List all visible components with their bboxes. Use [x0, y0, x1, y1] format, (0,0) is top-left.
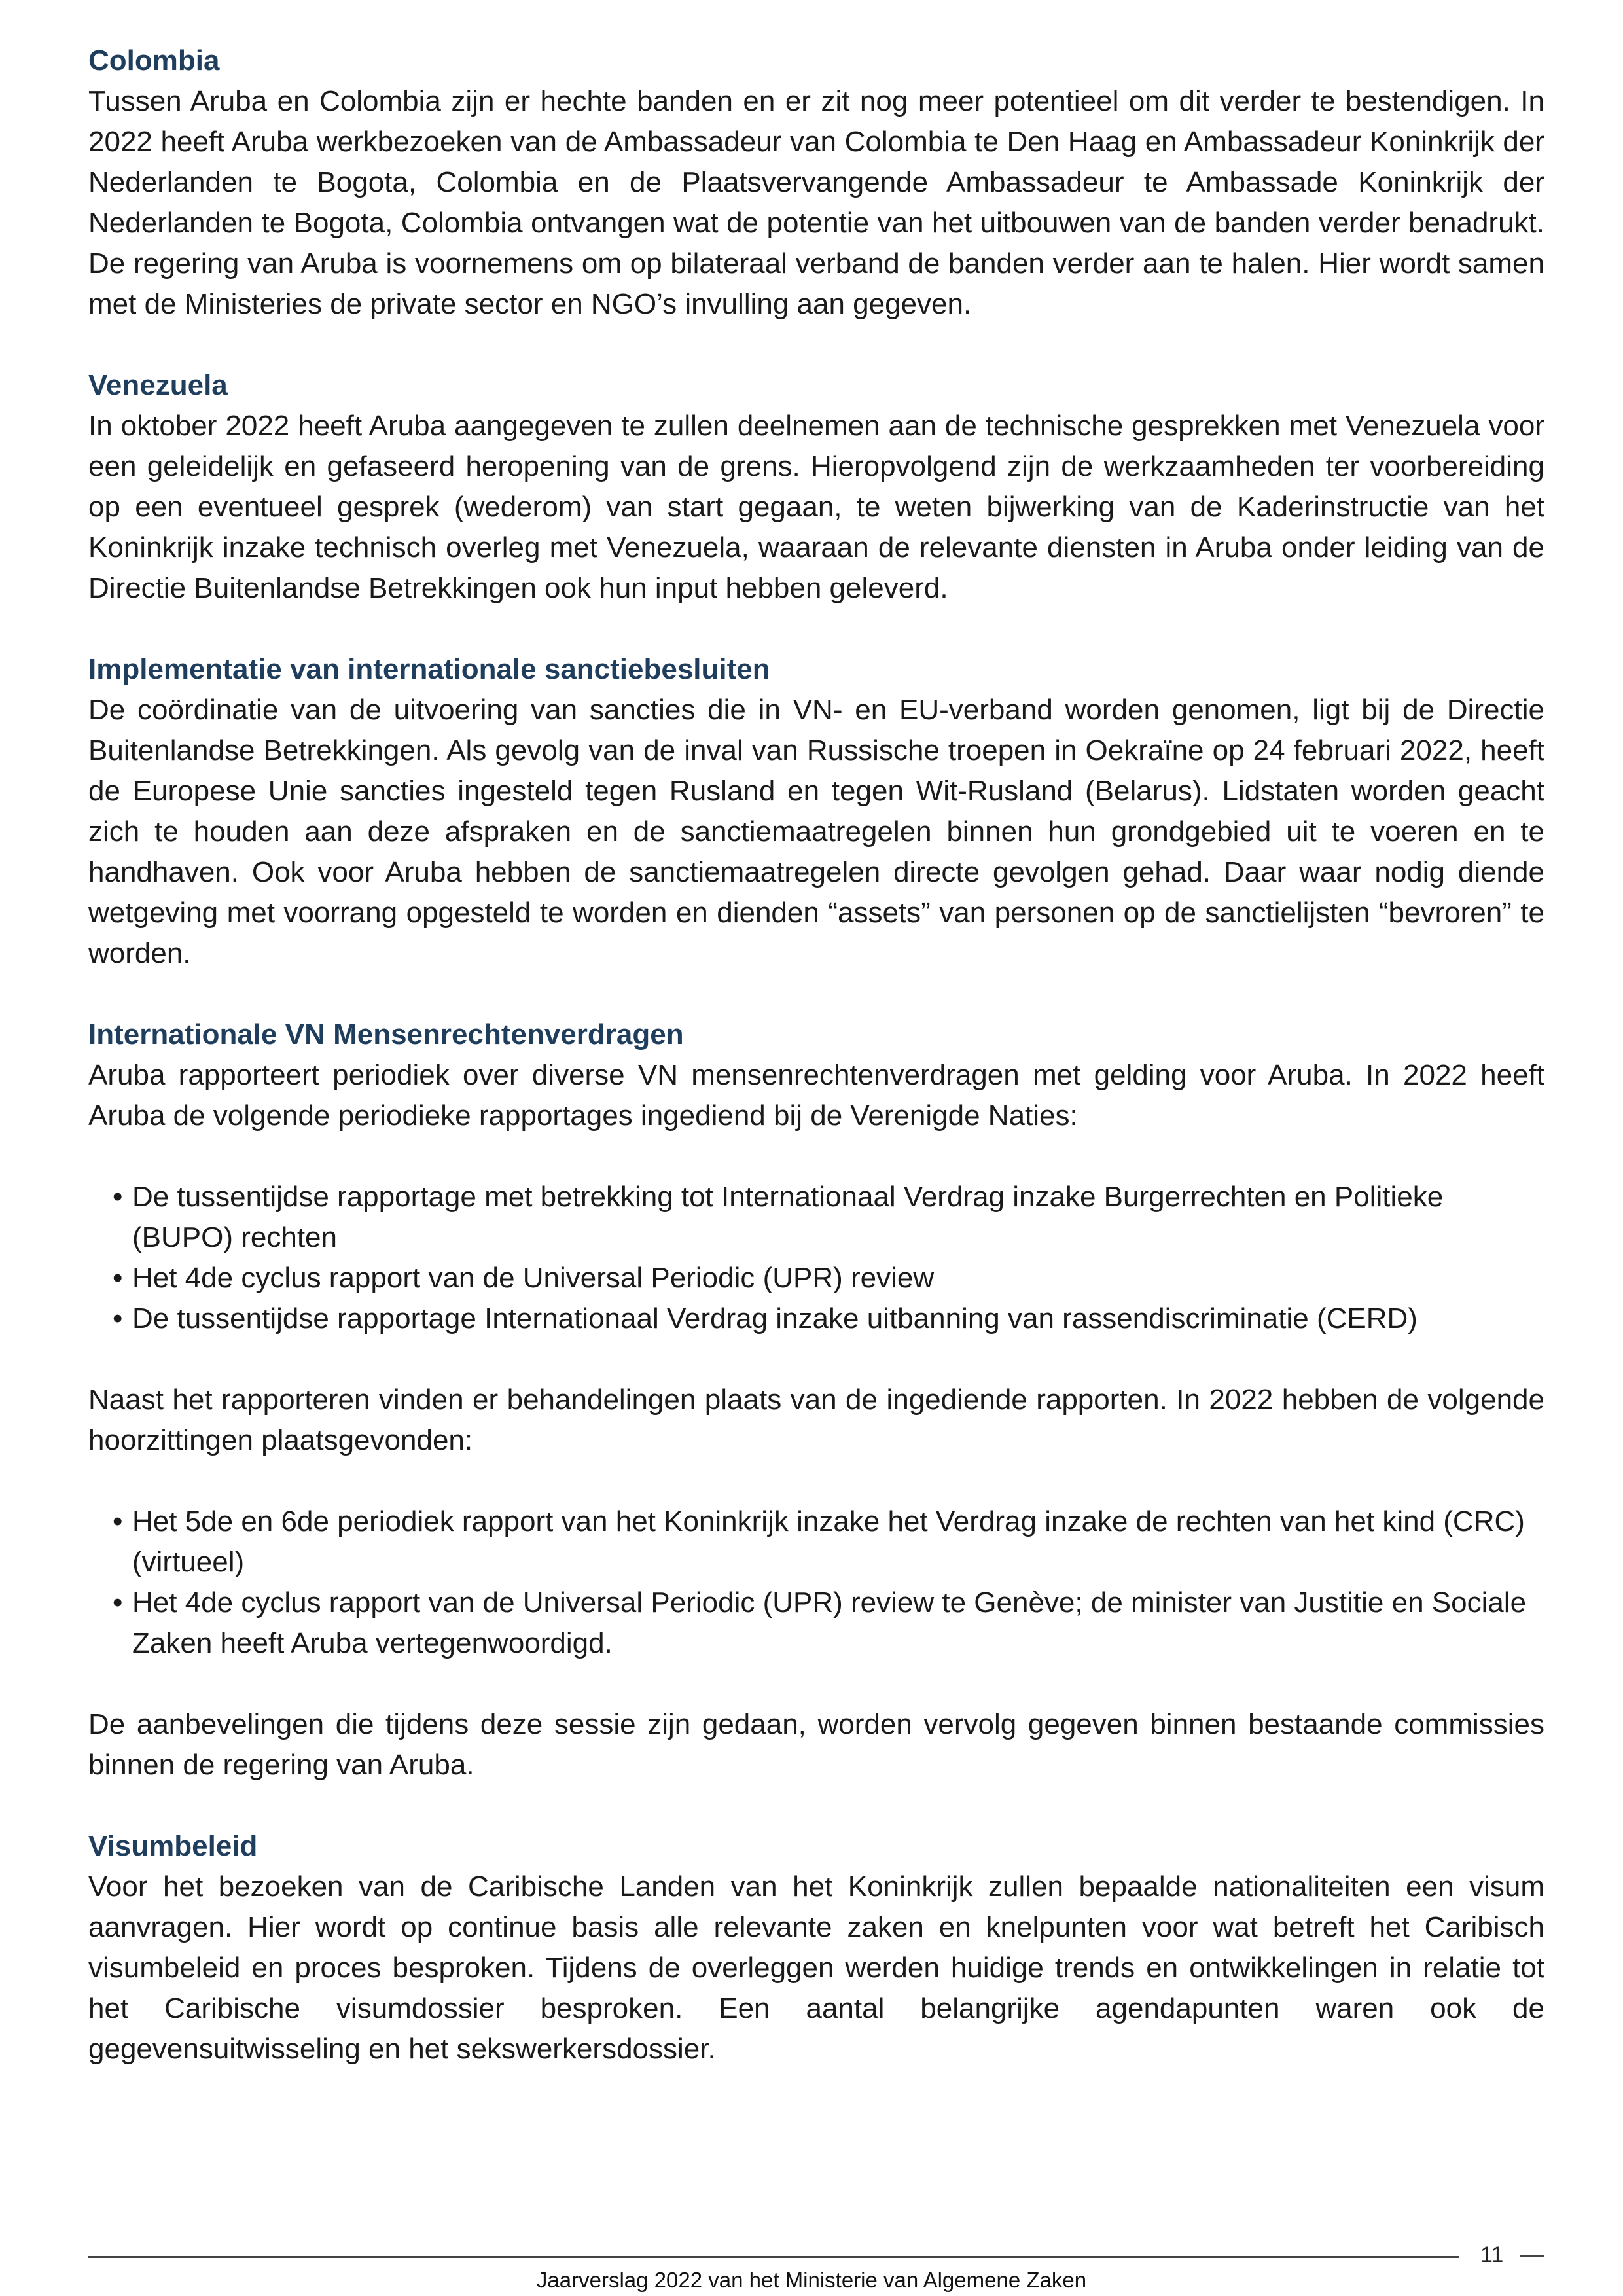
spacer [88, 1136, 1544, 1177]
section-body-visum: Voor het bezoeken van de Caribische Landen van het Koninkrijk zullen bepaalde nationaliteiten een visum aanvragen. Hier wordt op continue basis alle relevante zaken en knelpunten voor wat betreft het Caribisch visumbeleid en proces besproken. Tijdens de overleggen werden huidige trends en ontwikkelingen in relatie tot het Caribische visumdossier besproken. Een aantal belangrijke agendapunten waren ook de gegevensuitwisseling en het sekswerkersdossier. [88, 1871, 1544, 2065]
section-body-colombia: Tussen Aruba en Colombia zijn er hechte banden en er zit nog meer potentieel om dit verder te bestendigen. In 2022 heeft Aruba werkbezoeken van de Ambassadeur van Colombia te Den Haag en Ambassadeur Koninkrijk der Nederlanden te Bogota, Colombia en de Plaatsvervangende Ambassadeur te Ambassade Koninkrijk der Nederlanden te Bogota, Colombia ontvangen wat de potentie van het uitbouwen van de banden verder benadrukt. De regering van Aruba is voornemens om op bilateraal verband de banden verder aan te halen. Hier wordt samen met de Ministeries de private sector en NGO’s invulling aan gegeven. [88, 85, 1544, 320]
footer-title: Jaarverslag 2022 van het Ministerie van Algemene Zaken [536, 2268, 1087, 2292]
section-intro-mensenrechten: Aruba rapporteert periodiek over diverse VN mensenrechtenverdragen met gelding voor Aruba. In 2022 heeft Aruba de volgende periodieke rapportages ingediend bij de Verenigde Naties: [88, 1059, 1544, 1132]
page-content [88, 41, 1544, 2110]
section-venezuela [88, 365, 1544, 609]
section-heading-visum: Visumbeleid [88, 1830, 258, 1862]
spacer [88, 1461, 1544, 1501]
hoorzittingen-list [88, 1501, 1544, 1664]
section-visum [88, 1826, 1544, 2070]
page-number: 11 [1480, 2242, 1504, 2267]
section-heading-venezuela: Venezuela [88, 369, 228, 401]
list-item: • De tussentijdse rapportage met betrekking tot Internationaal Verdrag inzake Burgerrechten en Politieke (BUPO) rechten [113, 1177, 1544, 1258]
page-number-dash [1520, 2255, 1544, 2257]
list-item: • De tussentijdse rapportage Internationaal Verdrag inzake uitbanning van rassendiscriminatie (CERD) [113, 1299, 1544, 1339]
section-heading-mensenrechten: Internationale VN Mensenrechtenverdragen [88, 1018, 684, 1050]
list-item: • Het 4de cyclus rapport van de Universal Periodic (UPR) review [113, 1258, 1544, 1299]
section-heading-sancties: Implementatie van internationale sanctiebesluiten [88, 653, 770, 685]
list-item: • Het 4de cyclus rapport van de Universal Periodic (UPR) review te Genève; de minister van Justitie en Sociale Zaken heeft Aruba vertegenwoordigd. [113, 1583, 1544, 1664]
footer-divider [88, 2256, 1459, 2258]
section-heading-colombia: Colombia [88, 45, 220, 77]
section-closing-mensenrechten: De aanbevelingen die tijdens deze sessie zijn gedaan, worden vervolg gegeven binnen bestaande commissies binnen de regering van Aruba. [88, 1708, 1544, 1781]
section-colombia [88, 41, 1544, 325]
section-sancties [88, 649, 1544, 974]
rapportages-list [88, 1177, 1544, 1339]
section-mensenrechten [88, 1014, 1544, 1785]
section-middle-mensenrechten: Naast het rapporteren vinden er behandelingen plaats van de ingediende rapporten. In 2022 hebben de volgende hoorzittingen plaatsgevonden: [88, 1384, 1544, 1456]
list-item: • Het 5de en 6de periodiek rapport van het Koninkrijk inzake het Verdrag inzake de rechten van het kind (CRC) (virtueel) [113, 1501, 1544, 1583]
section-body-sancties: De coördinatie van de uitvoering van sancties die in VN- en EU-verband worden genomen, ligt bij de Directie Buitenlandse Betrekkingen. Als gevolg van de inval van Russische troepen in Oekraïne op 24 februari 2022, heeft de Europese Unie sancties ingesteld tegen Rusland en tegen Wit-Rusland (Belarus). Lidstaten worden geacht zich te houden aan deze afspraken en de sanctiemaatregelen binnen hun grondgebied uit te voeren en te handhaven. Ook voor Aruba hebben de sanctiemaatregelen directe gevolgen gehad. Daar waar nodig diende wetgeving met voorrang opgesteld te worden en dienden “assets” van personen op de sanctielijsten “bevroren” te worden. [88, 694, 1544, 969]
section-body-venezuela: In oktober 2022 heeft Aruba aangegeven te zullen deelnemen aan de technische gesprekken met Venezuela voor een geleidelijk en gefaseerd heropening van de grens. Hieropvolgend zijn de werkzaamheden ter voorbereiding op een eventueel gesprek (wederom) van start gegaan, te weten bijwerking van de Kaderinstructie van het Koninkrijk inzake technisch overleg met Venezuela, waaraan de relevante diensten in Aruba onder leiding van de Directie Buitenlandse Betrekkingen ook hun input hebben geleverd. [88, 410, 1544, 604]
